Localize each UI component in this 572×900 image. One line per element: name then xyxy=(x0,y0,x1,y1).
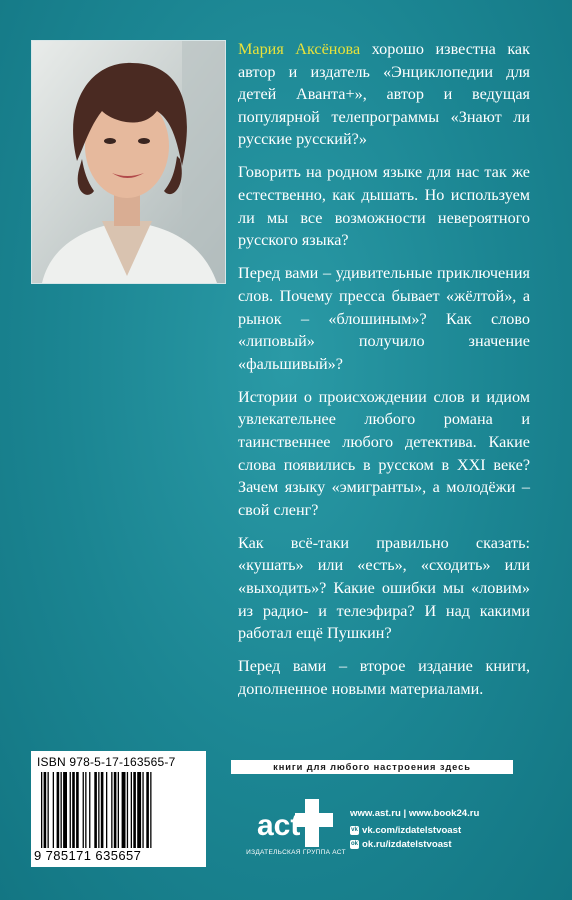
author-photo xyxy=(31,40,226,284)
publisher-caption: ИЗДАТЕЛЬСКАЯ ГРУППА АСТ xyxy=(246,849,346,856)
ok-link-text: ok.ru/izdatelstvoast xyxy=(362,839,452,850)
blurb-paragraph-2: Говорить на родном языке для нас так же естественно, как дышать. Но используем ли мы все возможности невероятного русского языка? xyxy=(238,163,530,250)
isbn-label: ISBN 978-5-17-163565-7 xyxy=(37,755,176,769)
website-links[interactable]: www.ast.ru | www.book24.ru xyxy=(350,808,480,819)
ok-link[interactable] xyxy=(350,839,452,850)
logo-text: act xyxy=(257,809,301,842)
ast-logo-icon xyxy=(253,795,339,847)
blurb-text xyxy=(238,38,530,711)
author-portrait-image xyxy=(32,41,225,283)
slogan-banner: книги для любого настроения здесь xyxy=(231,760,513,774)
ok-icon: ok xyxy=(350,841,358,847)
blurb-paragraph-6: Перед вами – второе издание книги, дополненное новыми материалами. xyxy=(238,657,530,698)
blurb-paragraph-1 xyxy=(238,38,530,151)
blurb-paragraph-3: Перед вами – удивительные приключения слов. Почему пресса бывает «жёлтой», а рынок – «блошиным»? Как слово «липовый» получило значение «фальшивый»? xyxy=(238,264,530,373)
blurb-paragraph-5: Как всё-таки правильно сказать: «кушать» или «есть», «сходить» или «выходить»? Какие ошибки мы «ловим» из радио- и телеэфира? И над какими работал ещё Пушкин? xyxy=(238,533,530,643)
vk-link[interactable] xyxy=(350,825,461,836)
blurb-paragraph-4: Истории о происхождении слов и идиом увлекательнее любого романа и таинственнее любого детектива. Какие слова появились в русском в XXI веке? Зачем языку «эмигранты», а молодёжи – свой сленг? xyxy=(238,387,530,519)
barcode-icon xyxy=(39,772,199,852)
blurb-paragraph-1-text: хорошо известна как автор и издатель «Энциклопедии для детей Аванта+», автор и ведущая популярной телепрограммы «Знают ли русские русский?» xyxy=(238,40,530,149)
author-name: Мария Аксёнова xyxy=(238,40,361,58)
vk-icon: vk xyxy=(351,827,358,833)
ean-number: 9 785171 635657 xyxy=(34,848,142,863)
isbn-barcode-block xyxy=(31,751,206,867)
vk-link-text: vk.com/izdatelstvoast xyxy=(362,825,462,836)
